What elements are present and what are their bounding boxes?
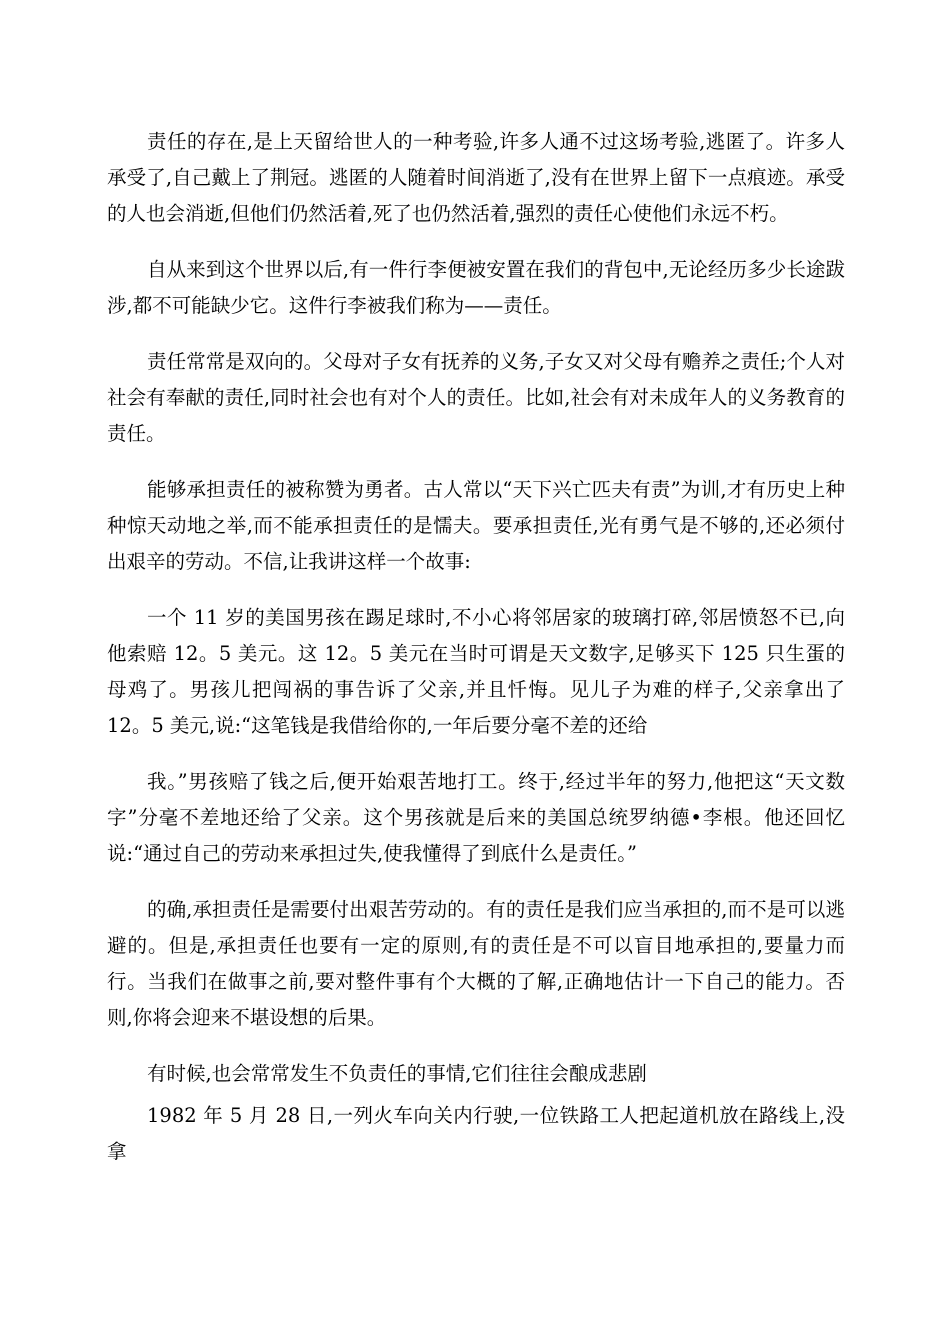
paragraph-7: 的确,承担责任是需要付出艰苦劳动的。有的责任是我们应当承担的,而不是可以逃避的。但是,承担责任也要有一定的原则,有的责任是不可以盲目地承担的,要量力而行。当我们在做事之前,要对整件事有个大概的了解,正确地估计一下自己的能力。否则,你将会迎来不堪设想的后果。	[107, 898, 845, 1029]
paragraph-9: 1982 年 5 月 28 日,一列火车向关内行驶,一位铁路工人把起道机放在路线上,没拿	[107, 1104, 845, 1163]
paragraph-3: 责任常常是双向的。父母对子女有抚养的义务,子女又对父母有赡养之责任;个人对社会有奉献的责任,同时社会也有对个人的责任。比如,社会有对未成年人的义务教育的责任。	[107, 350, 845, 445]
paragraph-5: 一个 11 岁的美国男孩在踢足球时,不小心将邻居家的玻璃打碎,邻居愤怒不已,向他索赔 12。5 美元。这 12。5 美元在当时可谓是天文数字,足够买下 125 只生蛋的母鸡了。男孩儿把闯祸的事告诉了父亲,并且忏悔。见儿子为难的样子,父亲拿出了 12。5 美元,说:“这笔钱是我借给你的,一年后要分毫不差的还给	[107, 606, 845, 737]
paragraph-1: 责任的存在,是上天留给世人的一种考验,许多人通不过这场考验,逃匿了。许多人承受了,自己戴上了荆冠。逃匿的人随着时间消逝了,没有在世界上留下一点痕迹。承受的人也会消逝,但他们仍然活着,死了也仍然活着,强烈的责任心使他们永远不朽。	[107, 130, 845, 225]
paragraph-6: 我。”男孩赔了钱之后,便开始艰苦地打工。终于,经过半年的努力,他把这“天文数字”分毫不差地还给了父亲。这个男孩就是后来的美国总统罗纳德•李根。他还回忆说:“通过自己的劳动来承担过失,使我懂得了到底什么是责任。”	[107, 770, 845, 865]
document-body	[107, 124, 845, 1163]
paragraph-8: 有时候,也会常常发生不负责任的事情,它们往往会酿成悲剧	[147, 1062, 647, 1085]
paragraph-2: 自从来到这个世界以后,有一件行李便被安置在我们的背包中,无论经历多少长途跋涉,都不可能缺少它。这件行李被我们称为——责任。	[107, 258, 845, 317]
paragraph-4: 能够承担责任的被称赞为勇者。古人常以“天下兴亡匹夫有责”为训,才有历史上种种惊天动地之举,而不能承担责任的是懦夫。要承担责任,光有勇气是不够的,还必须付出艰辛的劳动。不信,让我讲这样一个故事:	[107, 478, 845, 573]
